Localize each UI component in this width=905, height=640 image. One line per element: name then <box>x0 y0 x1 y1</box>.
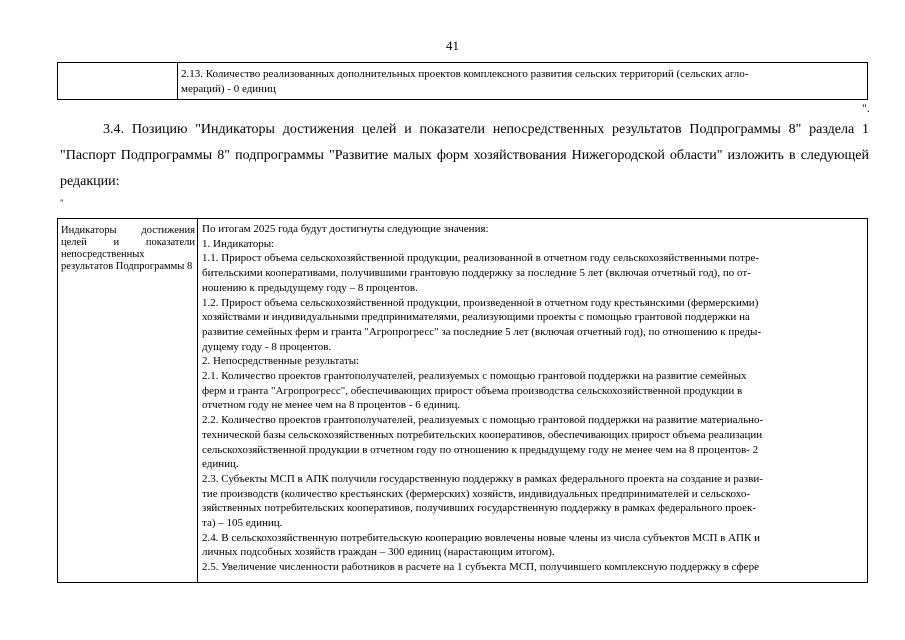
text-line: личных подсобных хозяйств граждан – 300 единиц (нарастающим итогом). <box>202 546 555 559</box>
text-line: По итогам 2025 года будут достигнуты следующие значения: <box>202 223 489 235</box>
text-line: та) – 105 единиц. <box>202 517 283 530</box>
text-line: ношению к предыдущему году – 8 процентов. <box>202 281 418 294</box>
text-line: зяйственных потребительских кооперативов, получивших государственную поддержку в рамках федерального проек- <box>202 502 756 515</box>
text-line: 2.3. Субъекты МСП в АПК получили государственную поддержку в рамках федерального проекта на создание и разви- <box>202 472 763 485</box>
text-line: развитие семейных ферм и гранта "Агропрогресс" за последние 5 лет (включая отчетный год), по отношению к преды- <box>202 325 762 338</box>
text-line: бительскими кооперативами, получившими грантовую поддержку за последние 5 лет (включая отчетный год), по от- <box>202 267 751 280</box>
indicators-content <box>202 222 863 575</box>
top-table-text-cell <box>178 63 868 100</box>
intro-paragraph <box>60 117 869 195</box>
top-table-empty-cell <box>58 63 178 100</box>
page-number: 41 <box>446 38 459 53</box>
text-line: мераций) - 0 единиц <box>181 82 276 95</box>
text-line: технической базы сельскохозяйственных потребительских кооперативов, обеспечивающих прирост объема реализации <box>202 428 763 441</box>
text-line: дущему году - 8 процентов. <box>202 340 332 353</box>
text-line: отчетном году не менее чем на 8 процентов - 6 единиц. <box>202 399 461 412</box>
text-line: ферм и гранта "Агропрогресс", обеспечивающих прирост объема производства сельскохозяйственной продукции в <box>202 384 743 397</box>
text-line: 2. Непосредственные результаты: <box>202 355 360 368</box>
text-line: 2.2. Количество проектов грантополучателей, реализуемых с помощью грантовой поддержки на развитие материально- <box>202 414 764 427</box>
indicators-table <box>57 218 868 583</box>
text-line: 2.5. Увеличение численности работников в расчете на 1 субъекта МСП, получившего комплексную поддержку в сфере <box>202 561 759 574</box>
table-row <box>58 219 868 583</box>
closing-quote: ". <box>862 101 870 115</box>
text-line: тие производств (количество крестьянских (фермерских) хозяйств, индивидуальных предпринимателей и сельскохо- <box>202 487 750 500</box>
text-line: хозяйствами и индивидуальными предпринимателями, реализующими проекты с помощью грантовой поддержки на <box>202 311 750 324</box>
text-line: сельскохозяйственной продукции в отчетном году по отношению к предыдущему году не менее чем на 8 процентов- 2 <box>202 443 759 456</box>
text-line: 1. Индикаторы: <box>202 237 275 250</box>
opening-quote: " <box>60 198 64 208</box>
top-table <box>57 62 868 100</box>
text-line: 2.1. Количество проектов грантополучателей, реализуемых с помощью грантовой поддержки на развитие семейных <box>202 370 747 383</box>
text-line: единиц. <box>202 458 239 471</box>
text-line: 1.2. Прирост объема сельскохозяйственной продукции, произведенной в отчетном году крестьянскими (фермерскими) <box>202 296 759 309</box>
intro-text: 3.4. Позицию "Индикаторы достижения целей и показатели непосредственных результатов Подпрограммы 8" раздела 1 "Паспорт Подпрограммы 8" подпрограммы "Развитие малых форм хозяйствования Нижегородской области" изложить в следующей редакции: <box>60 122 869 189</box>
table-row <box>58 63 868 100</box>
text-line: 1.1. Прирост объема сельскохозяйственной продукции, реализованной в отчетном году сельскохозяйственными потре- <box>202 252 759 265</box>
indicators-values-cell <box>198 219 868 583</box>
text-line: 2.4. В сельскохозяйственную потребительскую кооперацию вовлечены новые члены из числа субъектов МСП в АПК и <box>202 531 760 544</box>
indicators-label-cell: Индикаторы достижения целей и показатели непосредственных результатов Подпрограммы 8 <box>58 219 198 583</box>
text-line: 2.13. Количество реализованных дополнительных проектов комплексного развития сельских территорий (сельских агло- <box>181 68 749 80</box>
